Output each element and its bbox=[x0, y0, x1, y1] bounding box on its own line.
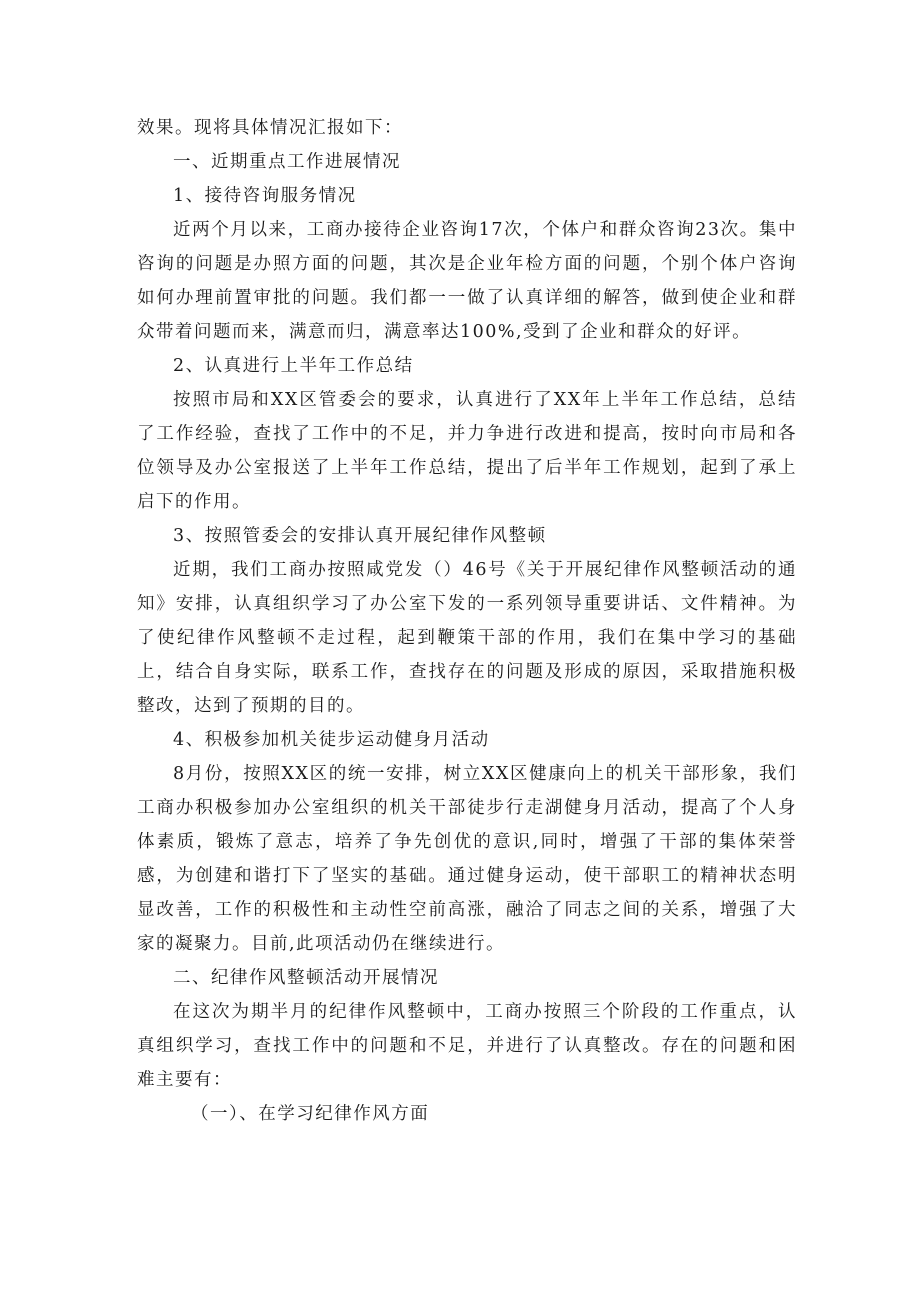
subsection-heading-1: 1、接待咨询服务情况 bbox=[173, 186, 357, 206]
paragraph-consulting-service: 近两个月以来，工商办接待企业咨询17次，个体户和群众咨询23次。集中咨询的问题是办照方面的问题，其次是企业年检方面的问题，个别个体户咨询如何办理前置审批的问题。我们都一一做了认真详细的解答，做到使企业和群众带着问题而来，满意而归，满意率达100%,受到了企业和群众的好评。 bbox=[137, 220, 797, 342]
section-heading-2: 二、纪律作风整顿活动开展情况 bbox=[173, 968, 439, 988]
subsection-heading-2: 2、认真进行上半年工作总结 bbox=[173, 356, 414, 376]
paragraph-half-year-summary: 按照市局和XX区管委会的要求，认真进行了XX年上半年工作总结，总结了工作经验，查找了工作中的不足，并力争进行改进和提高，按时向市局和各位领导及办公室报送了上半年工作总结，提出了后半年工作规划，起到了承上启下的作用。 bbox=[137, 390, 797, 512]
paragraph-discipline-rectification: 近期，我们工商办按照咸党发（）46号《关于开展纪律作风整顿活动的通知》安排，认真组织学习了办公室下发的一系列领导重要讲话、文件精神。为了使纪律作风整顿不走过程，起到鞭策干部的作用，我们在集中学习的基础上，结合自身实际，联系工作，查找存在的问题及形成的原因，采取措施积极整改，达到了预期的目的。 bbox=[137, 560, 797, 716]
subsection-heading-study-discipline: （一）、在学习纪律作风方面 bbox=[191, 1104, 430, 1124]
paragraph-rectification-activity: 在这次为期半月的纪律作风整顿中，工商办按照三个阶段的工作重点，认真组织学习，查找工作中的问题和不足，并进行了认真整改。存在的问题和困难主要有： bbox=[137, 1002, 797, 1090]
document-body bbox=[137, 111, 797, 1131]
paragraph-fitness-month: 8月份，按照XX区的统一安排，树立XX区健康向上的机关干部形象，我们工商办积极参加办公室组织的机关干部徒步行走湖健身月活动，提高了个人身体素质，锻炼了意志，培养了争先创优的意识,同时，增强了干部的集体荣誉感，为创建和谐打下了坚实的基础。通过健身运动，使干部职工的精神状态明显改善，工作的积极性和主动性空前高涨，融洽了同志之间的关系，增强了大家的凝聚力。目前,此项活动仍在继续进行。 bbox=[137, 764, 797, 954]
paragraph-intro-ending: 效果。现将具体情况汇报如下： bbox=[137, 118, 403, 138]
subsection-heading-4: 4、积极参加机关徒步运动健身月活动 bbox=[173, 730, 490, 750]
section-heading-1: 一、近期重点工作进展情况 bbox=[173, 152, 401, 172]
subsection-heading-3: 3、按照管委会的安排认真开展纪律作风整顿 bbox=[173, 526, 547, 546]
